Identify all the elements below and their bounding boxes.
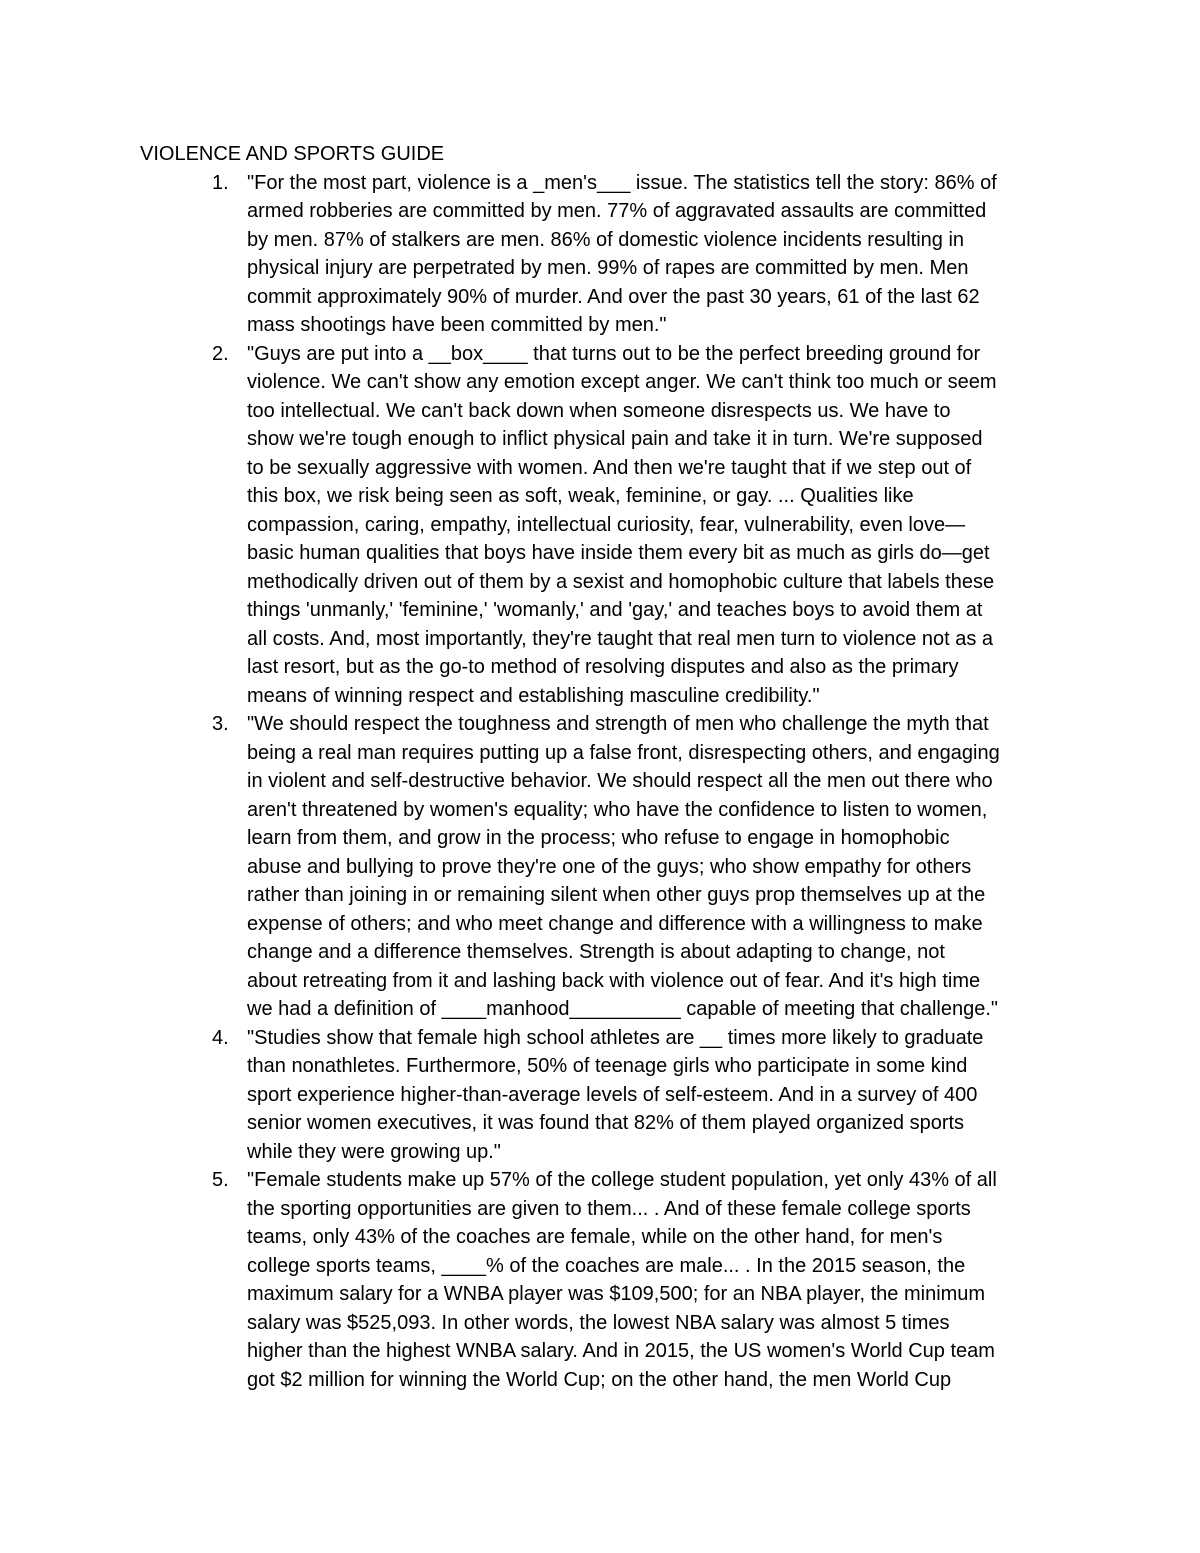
- text-line: got $2 million for winning the World Cup; on the other hand, the men World Cup: [247, 1368, 952, 1391]
- text-line: armed robberies are committed by men. 77% of aggravated assaults are committed: [247, 200, 987, 222]
- list-item-text: [247, 1166, 1063, 1394]
- list-number: 2.: [212, 342, 229, 365]
- text-line: expense of others; and who meet change and difference with a willingness to make: [247, 912, 983, 935]
- list-item-text: [247, 1024, 1063, 1167]
- text-line: things 'unmanly,' 'feminine,' 'womanly,' and 'gay,' and teaches boys to avoid them at: [247, 599, 983, 621]
- text-line: we had a definition of ____manhood__________ capable of meeting that challenge.": [247, 998, 999, 1020]
- text-line: about retreating from it and lashing back with violence out of fear. And it's high time: [247, 969, 981, 992]
- text-line: methodically driven out of them by a sexist and homophobic culture that labels these: [247, 570, 995, 593]
- list-item-3: [0, 710, 1200, 1024]
- text-line: higher than the highest WNBA salary. And in 2015, the US women's World Cup team: [247, 1340, 995, 1362]
- list-item-1: [0, 169, 1200, 340]
- text-line: "Guys are put into a __box____ that turns out to be the perfect breeding ground for: [247, 342, 981, 365]
- text-line: salary was $525,093. In other words, the lowest NBA salary was almost 5 times: [247, 1311, 950, 1334]
- text-line: "Female students make up 57% of the college student population, yet only 43% of all: [247, 1169, 997, 1191]
- text-line: than nonathletes. Furthermore, 50% of teenage girls who participate in some kind: [247, 1055, 968, 1077]
- text-line: college sports teams, ____% of the coaches are male... . In the 2015 season, the: [247, 1254, 966, 1277]
- text-line: rather than joining in or remaining silent when other guys prop themselves up at the: [247, 884, 986, 906]
- text-line: last resort, but as the go-to method of resolving disputes and also as the primary: [247, 656, 959, 678]
- list-item-2: [0, 340, 1200, 711]
- text-line: show we're tough enough to inflict physical pain and take it in turn. We're supposed: [247, 428, 983, 450]
- text-line: physical injury are perpetrated by men. 99% of rapes are committed by men. Men: [247, 257, 969, 279]
- list-item-text: [247, 340, 1063, 711]
- text-line: change and a difference themselves. Strength is about adapting to change, not: [247, 941, 945, 963]
- text-line: learn from them, and grow in the process; who refuse to engage in homophobic: [247, 827, 950, 849]
- text-line: aren't threatened by women's equality; who have the confidence to listen to women,: [247, 798, 988, 821]
- text-line: mass shootings have been committed by men.": [247, 314, 667, 336]
- text-line: teams, only 43% of the coaches are female, while on the other hand, for men's: [247, 1226, 943, 1248]
- list-item-5: [0, 1166, 1200, 1394]
- text-line: to be sexually aggressive with women. And then we're taught that if we step out of: [247, 456, 972, 479]
- text-line: too intellectual. We can't back down when someone disrespects us. We have to: [247, 399, 951, 422]
- list-number: 4.: [212, 1026, 229, 1049]
- list-number: 5.: [212, 1169, 229, 1191]
- text-line: while they were growing up.": [247, 1140, 501, 1163]
- text-line: being a real man requires putting up a false front, disrespecting others, and engaging: [247, 741, 1000, 764]
- text-line: maximum salary for a WNBA player was $109,500; for an NBA player, the minimum: [247, 1283, 986, 1305]
- text-line: senior women executives, it was found that 82% of them played organized sports: [247, 1112, 965, 1134]
- text-line: this box, we risk being seen as soft, weak, feminine, or gay. ... Qualities like: [247, 485, 914, 507]
- list-item-4: [0, 1024, 1200, 1167]
- list-item-text: [247, 710, 1063, 1024]
- text-line: violence. We can't show any emotion except anger. We can't think too much or seem: [247, 371, 997, 393]
- text-line: abuse and bullying to prove they're one of the guys; who show empathy for others: [247, 855, 972, 878]
- text-line: sport experience higher-than-average levels of self-esteem. And in a survey of 400: [247, 1083, 978, 1106]
- document-title: VIOLENCE AND SPORTS GUIDE: [140, 143, 445, 165]
- text-line: all costs. And, most importantly, they're taught that real men turn to violence not as a: [247, 627, 994, 650]
- list-number: 1.: [212, 171, 229, 194]
- text-line: "For the most part, violence is a _men's___ issue. The statistics tell the story: 86% of: [247, 171, 997, 194]
- text-line: commit approximately 90% of murder. And over the past 30 years, 61 of the last 62: [247, 285, 980, 308]
- text-line: by men. 87% of stalkers are men. 86% of domestic violence incidents resulting in: [247, 228, 965, 251]
- text-line: basic human qualities that boys have inside them every bit as much as girls do—get: [247, 542, 990, 564]
- list-number: 3.: [212, 713, 229, 735]
- list-item-text: [247, 169, 1063, 340]
- text-line: "We should respect the toughness and strength of men who challenge the myth that: [247, 713, 989, 735]
- text-line: the sporting opportunities are given to them... . And of these female college sports: [247, 1197, 971, 1220]
- text-line: means of winning respect and establishing masculine credibility.": [247, 684, 820, 707]
- text-line: in violent and self-destructive behavior. We should respect all the men out there who: [247, 770, 993, 792]
- text-line: "Studies show that female high school athletes are __ times more likely to graduate: [247, 1026, 984, 1049]
- text-line: compassion, caring, empathy, intellectual curiosity, fear, vulnerability, even love—: [247, 513, 966, 536]
- numbered-list: [0, 169, 1200, 1395]
